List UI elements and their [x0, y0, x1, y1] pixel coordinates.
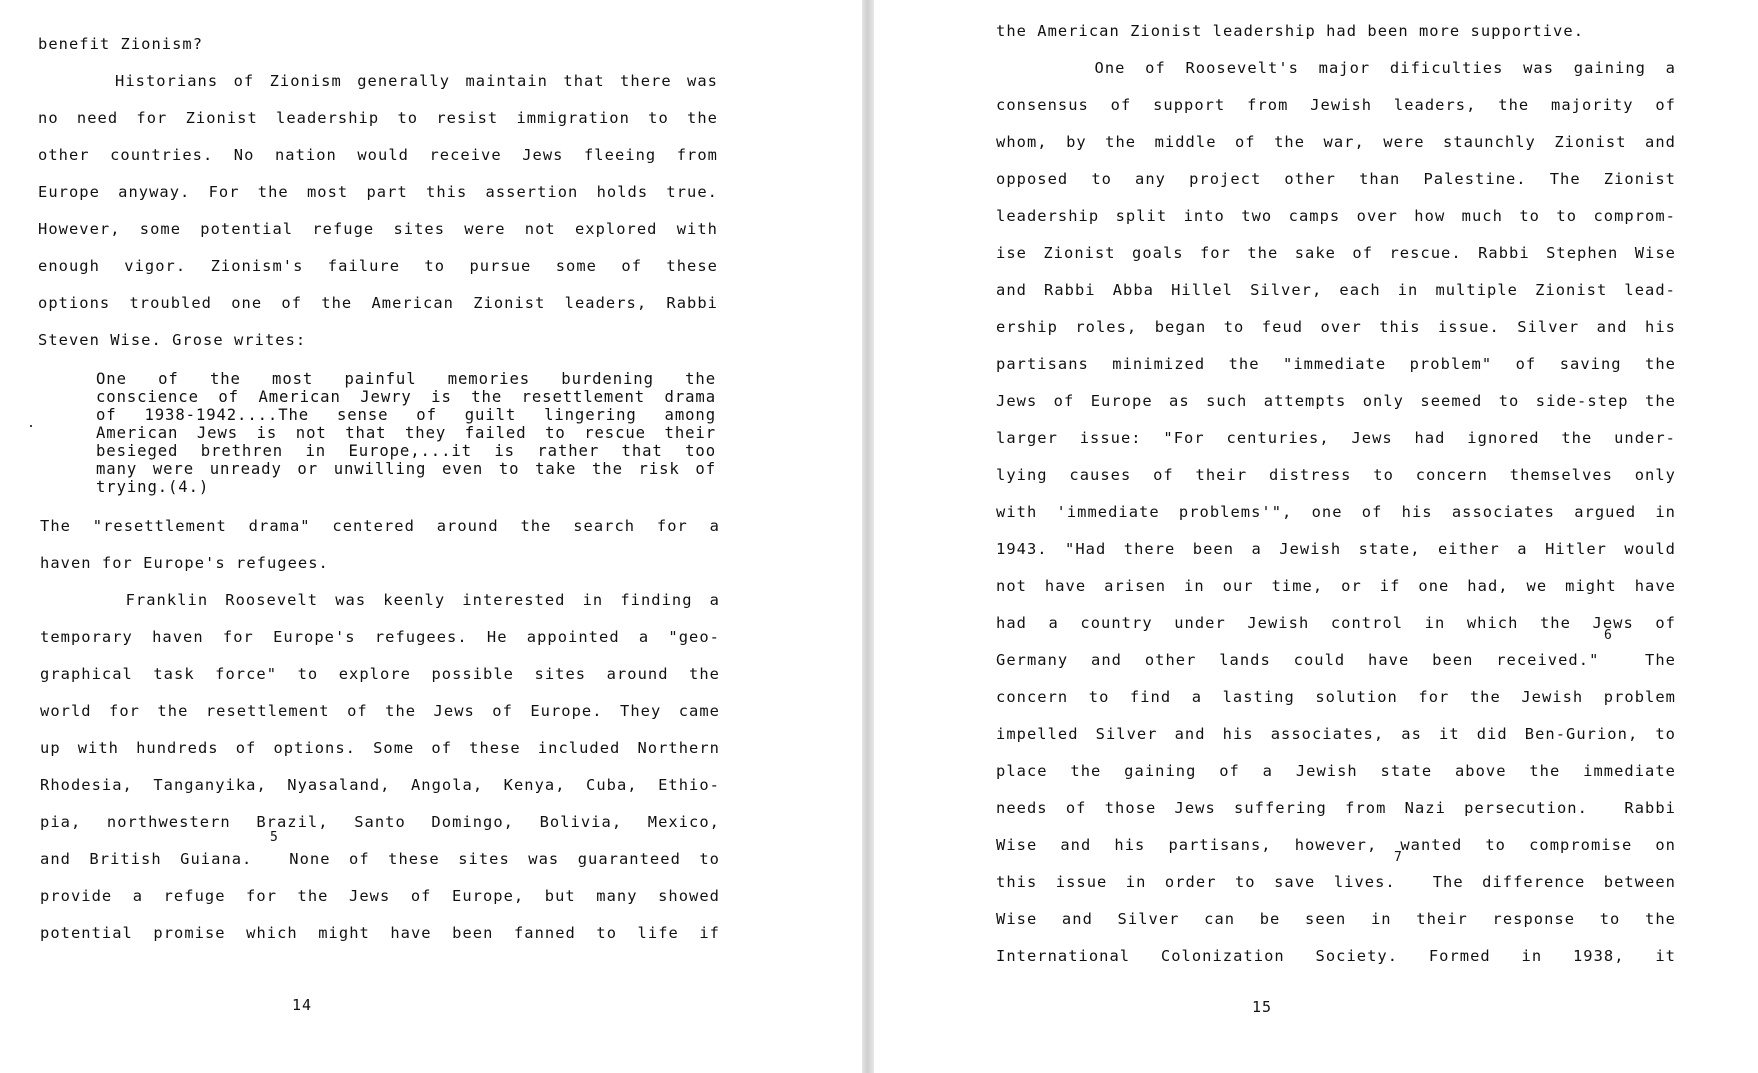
- quote-line: American Jews is not that they failed to rescue their: [96, 424, 716, 442]
- text-line: up with hundreds of options. Some of these included Northern: [40, 739, 720, 757]
- text-line: temporary haven for Europe's refugees. He appointed a "geo-: [40, 628, 720, 646]
- text-line: this issue in order to save lives. The difference between: [996, 873, 1676, 891]
- left-page: [0, 0, 862, 1073]
- text-line: haven for Europe's refugees.: [40, 554, 329, 572]
- text-line: Wise and Silver can be seen in their response to the: [996, 910, 1676, 928]
- text-line: leadership split into two camps over how much to to comprom-: [996, 207, 1676, 225]
- text-line: not have arisen in our time, or if one had, we might have: [996, 577, 1676, 595]
- scan-speck: [30, 425, 32, 427]
- text-line: Germany and other lands could have been received." The: [996, 651, 1676, 669]
- quote-line: One of the most painful memories burdening the: [96, 370, 716, 388]
- text-line: had a country under Jewish control in which the Jews of: [996, 614, 1676, 632]
- text-line: Europe anyway. For the most part this assertion holds true.: [38, 183, 718, 201]
- text-line: ise Zionist goals for the sake of rescue. Rabbi Stephen Wise: [996, 244, 1676, 262]
- quote-line: besieged brethren in Europe,...it is rather that too: [96, 442, 716, 460]
- text-line: concern to find a lasting solution for the Jewish problem: [996, 688, 1676, 706]
- text-line: However, some potential refuge sites were not explored with: [38, 220, 718, 238]
- text-line: with 'immediate problems'", one of his associates argued in: [996, 503, 1676, 521]
- text-line: other countries. No nation would receive Jews fleeing from: [38, 146, 718, 164]
- text-line: benefit Zionism?: [38, 35, 204, 53]
- text-line: and British Guiana. None of these sites was guaranteed to: [40, 850, 720, 868]
- page-number: 15: [1252, 998, 1273, 1016]
- text-line: the American Zionist leadership had been more supportive.: [996, 22, 1585, 40]
- quote-line: of 1938-1942....The sense of guilt lingering among: [96, 406, 716, 424]
- text-line: consensus of support from Jewish leaders, the majority of: [996, 96, 1676, 114]
- footnote-marker: 7: [1394, 850, 1402, 865]
- text-line: ership roles, began to feud over this issue. Silver and his: [996, 318, 1676, 336]
- text-line: impelled Silver and his associates, as it did Ben-Gurion, to: [996, 725, 1676, 743]
- quote-line: conscience of American Jewry is the resettlement drama: [96, 388, 716, 406]
- text-line: The "resettlement drama" centered around the search for a: [40, 517, 720, 535]
- right-page: [874, 0, 1758, 1073]
- text-line: Jews of Europe as such attempts only seemed to side-step the: [996, 392, 1676, 410]
- text-line: and Rabbi Abba Hillel Silver, each in multiple Zionist lead-: [996, 281, 1676, 299]
- quote-line: trying.(4.): [96, 478, 210, 496]
- text-line: enough vigor. Zionism's failure to pursue some of these: [38, 257, 718, 275]
- right-body-text: [996, 22, 1680, 965]
- text-line: Wise and his partisans, however, wanted to compromise on: [996, 836, 1676, 854]
- text-line: Historians of Zionism generally maintain that there was: [38, 72, 718, 90]
- text-line: 1943. "Had there been a Jewish state, either a Hitler would: [996, 540, 1676, 558]
- text-line: graphical task force" to explore possible sites around the: [40, 665, 720, 683]
- footnote-marker: 5: [270, 830, 278, 845]
- text-line: Rhodesia, Tanganyika, Nyasaland, Angola, Kenya, Cuba, Ethio-: [40, 776, 720, 794]
- left-body-text: [38, 35, 722, 349]
- text-line: International Colonization Society. Formed in 1938, it: [996, 947, 1676, 965]
- text-line: no need for Zionist leadership to resist immigration to the: [38, 109, 718, 127]
- text-line: provide a refuge for the Jews of Europe, but many showed: [40, 887, 720, 905]
- text-line: needs of those Jews suffering from Nazi persecution. Rabbi: [996, 799, 1676, 817]
- page-gutter: [862, 0, 874, 1073]
- quote-line: many were unready or unwilling even to take the risk of: [96, 460, 716, 478]
- text-line: Franklin Roosevelt was keenly interested in finding a: [40, 591, 720, 609]
- page-number: 14: [292, 996, 313, 1014]
- text-line: world for the resettlement of the Jews of Europe. They came: [40, 702, 720, 720]
- text-line: place the gaining of a Jewish state above the immediate: [996, 762, 1676, 780]
- text-line: larger issue: "For centuries, Jews had ignored the under-: [996, 429, 1676, 447]
- left-body-text-continued: [40, 517, 724, 942]
- text-line: pia, northwestern Brazil, Santo Domingo, Bolivia, Mexico,: [40, 813, 720, 831]
- text-line: opposed to any project other than Palestine. The Zionist: [996, 170, 1676, 188]
- text-line: options troubled one of the American Zionist leaders, Rabbi: [38, 294, 718, 312]
- text-line: potential promise which might have been fanned to life if: [40, 924, 720, 942]
- text-line: partisans minimized the "immediate problem" of saving the: [996, 355, 1676, 373]
- text-line: whom, by the middle of the war, were staunchly Zionist and: [996, 133, 1676, 151]
- text-line: Steven Wise. Grose writes:: [38, 331, 307, 349]
- text-line: lying causes of their distress to concern themselves only: [996, 466, 1676, 484]
- footnote-marker: 6: [1604, 628, 1612, 643]
- text-line: One of Roosevelt's major dificulties was gaining a: [996, 59, 1676, 77]
